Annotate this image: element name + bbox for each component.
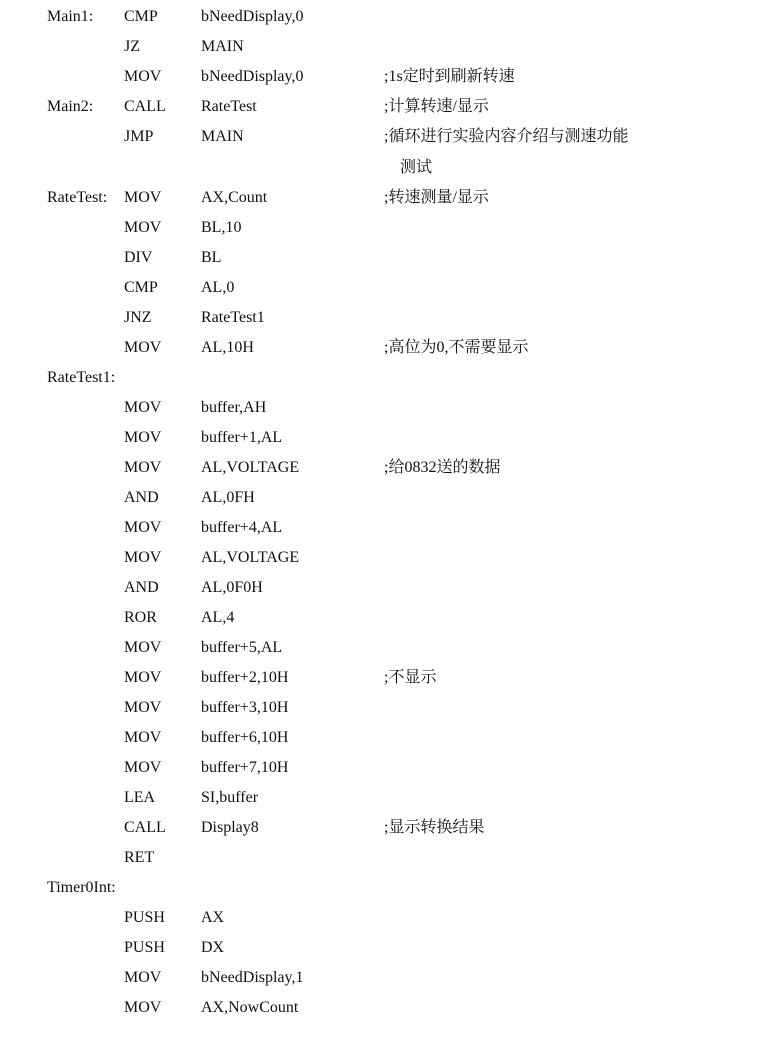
line-opcode: DIV xyxy=(124,249,153,266)
line-comment: ;显示转换结果 xyxy=(384,819,485,836)
code-line xyxy=(0,578,768,608)
code-line xyxy=(0,97,768,127)
line-opcode: MOV xyxy=(124,339,162,356)
line-operands: AL,0 xyxy=(201,279,235,296)
line-opcode: AND xyxy=(124,489,159,506)
code-line xyxy=(0,248,768,278)
line-opcode: JNZ xyxy=(124,309,152,326)
line-opcode: CMP xyxy=(124,8,158,25)
line-operands: AX,Count xyxy=(201,189,268,206)
line-operands: buffer+1,AL xyxy=(201,429,283,446)
code-line xyxy=(0,518,768,548)
line-operands: AL,4 xyxy=(201,609,235,626)
code-line xyxy=(0,127,768,157)
line-opcode: MOV xyxy=(124,219,162,236)
line-operands: AL,0FH xyxy=(201,489,255,506)
line-opcode: AND xyxy=(124,579,159,596)
code-line xyxy=(0,848,768,878)
line-operands: buffer+2,10H xyxy=(201,669,289,686)
line-label: RateTest1: xyxy=(47,369,116,386)
code-line xyxy=(0,488,768,518)
line-comment: ;不显示 xyxy=(384,669,437,686)
line-operands: AL,VOLTAGE xyxy=(201,549,300,566)
code-line xyxy=(0,37,768,67)
line-operands: DX xyxy=(201,939,225,956)
line-operands: buffer+3,10H xyxy=(201,699,289,716)
code-line xyxy=(0,7,768,37)
code-line xyxy=(0,368,768,398)
line-label: Timer0Int: xyxy=(47,879,116,896)
line-label: Main2: xyxy=(47,98,94,115)
code-line xyxy=(0,968,768,998)
line-operands: AL,10H xyxy=(201,339,254,356)
line-operands: buffer+4,AL xyxy=(201,519,283,536)
code-line xyxy=(0,998,768,1028)
code-line xyxy=(0,218,768,248)
code-line xyxy=(0,278,768,308)
line-comment: ;计算转速/显示 xyxy=(384,98,489,115)
line-operands: bNeedDisplay,1 xyxy=(201,969,304,986)
code-line xyxy=(0,458,768,488)
line-opcode: MOV xyxy=(124,969,162,986)
line-opcode: MOV xyxy=(124,189,162,206)
line-opcode: MOV xyxy=(124,519,162,536)
line-operands: AL,0F0H xyxy=(201,579,263,596)
line-comment: ;循环进行实验内容介绍与测速功能 xyxy=(384,128,629,145)
line-comment: ;给0832送的数据 xyxy=(384,459,501,476)
line-opcode: MOV xyxy=(124,639,162,656)
line-opcode: PUSH xyxy=(124,939,165,956)
line-label: Main1: xyxy=(47,8,94,25)
line-comment: ;1s定时到刷新转速 xyxy=(384,68,515,85)
line-comment: ;转速测量/显示 xyxy=(384,189,489,206)
code-line xyxy=(0,398,768,428)
code-line xyxy=(0,788,768,818)
line-operands: bNeedDisplay,0 xyxy=(201,68,304,85)
code-line xyxy=(0,608,768,638)
line-opcode: LEA xyxy=(124,789,156,806)
line-operands: SI,buffer xyxy=(201,789,259,806)
line-opcode: MOV xyxy=(124,459,162,476)
code-line xyxy=(0,818,768,848)
code-line xyxy=(0,878,768,908)
code-line xyxy=(0,188,768,218)
line-opcode: MOV xyxy=(124,429,162,446)
line-operands: MAIN xyxy=(201,38,244,55)
line-operands: AX,NowCount xyxy=(201,999,299,1016)
code-line xyxy=(0,638,768,668)
code-line xyxy=(0,308,768,338)
line-operands: buffer,AH xyxy=(201,399,267,416)
code-line xyxy=(0,428,768,458)
code-line xyxy=(0,338,768,368)
line-opcode: JZ xyxy=(124,38,140,55)
line-operands: AL,VOLTAGE xyxy=(201,459,300,476)
code-line xyxy=(0,668,768,698)
line-operands: bNeedDisplay,0 xyxy=(201,8,304,25)
line-operands: BL,10 xyxy=(201,219,242,236)
line-comment: ;高位为0,不需要显示 xyxy=(384,339,529,356)
code-line xyxy=(0,698,768,728)
code-line xyxy=(0,548,768,578)
line-opcode: ROR xyxy=(124,609,157,626)
comment-continuation: 测试 xyxy=(400,159,433,176)
line-operands: BL xyxy=(201,249,222,266)
line-opcode: MOV xyxy=(124,68,162,85)
line-operands: buffer+5,AL xyxy=(201,639,283,656)
line-operands: RateTest1 xyxy=(201,309,265,326)
code-line xyxy=(0,728,768,758)
line-opcode: MOV xyxy=(124,999,162,1016)
line-opcode: MOV xyxy=(124,699,162,716)
line-opcode: JMP xyxy=(124,128,154,145)
line-opcode: MOV xyxy=(124,669,162,686)
line-opcode: MOV xyxy=(124,549,162,566)
line-opcode: CALL xyxy=(124,819,166,836)
line-opcode: MOV xyxy=(124,399,162,416)
line-opcode: MOV xyxy=(124,729,162,746)
line-operands: Display8 xyxy=(201,819,259,836)
line-operands: buffer+6,10H xyxy=(201,729,289,746)
code-line xyxy=(0,908,768,938)
line-label: RateTest: xyxy=(47,189,108,206)
line-opcode: RET xyxy=(124,849,155,866)
line-operands: MAIN xyxy=(201,128,244,145)
line-operands: buffer+7,10H xyxy=(201,759,289,776)
line-operands: RateTest xyxy=(201,98,257,115)
code-line xyxy=(0,938,768,968)
line-opcode: CMP xyxy=(124,279,158,296)
line-operands: AX xyxy=(201,909,225,926)
line-opcode: CALL xyxy=(124,98,166,115)
code-line xyxy=(0,67,768,97)
code-line xyxy=(0,758,768,788)
line-opcode: MOV xyxy=(124,759,162,776)
line-opcode: PUSH xyxy=(124,909,165,926)
